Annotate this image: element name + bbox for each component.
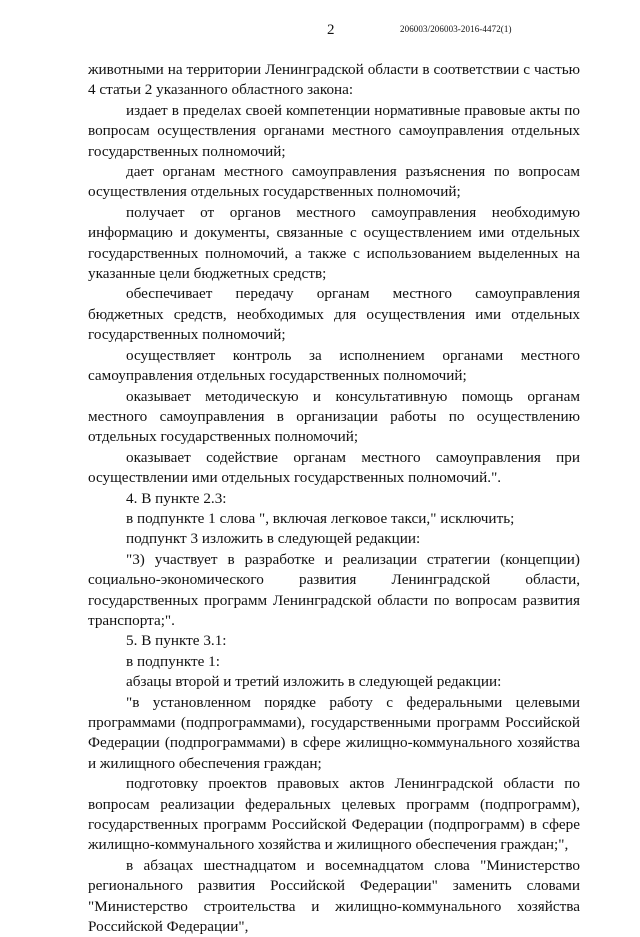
paragraph: в подпункте 1: [126, 652, 220, 670]
paragraph: издает в пределах своей компетенции нормативные правовые акты по вопросам осуществления органами местного самоуправления отдельных государственных полномочий; [88, 101, 580, 160]
paragraph: в подпункте 1 слова ", включая легковое такси," исключить; [126, 509, 515, 527]
paragraph: осуществляет контроль за исполнением органами местного самоуправления отдельных государственных полномочий; [88, 346, 580, 385]
body-text [88, 60, 580, 937]
paragraph: животными на территории Ленинградской области в соответствии с частью 4 статьи 2 указанного областного закона: [88, 61, 580, 99]
paragraph: подготовку проектов правовых актов Ленинградской области по вопросам реализации федеральных целевых программ (подпрограмм), государственных программ Российской Федерации (подпрограмм) в сфере жилищно-коммунального хозяйства и жилищного обеспечения граждан;", [88, 775, 580, 854]
paragraph: подпункт 3 изложить в следующей редакции: [126, 530, 421, 548]
paragraph: получает от органов местного самоуправления необходимую информацию и документы, связанные с осуществлением ими отдельных государственных полномочий, а также с использованием выделенных на указанные цели бюджетных средств; [88, 203, 580, 283]
paragraph: "3) участвует в разработке и реализации стратегии (концепции) социально-экономического развития Ленинградской области, государственных программ Ленинградской области по вопросам развития транспорта;". [88, 550, 580, 629]
paragraph: 4. В пункте 2.3: [126, 489, 227, 507]
paragraph: оказывает содействие органам местного самоуправления при осуществлении ими отдельных государственных полномочий.". [88, 448, 580, 487]
paragraph: обеспечивает передачу органам местного самоуправления бюджетных средств, необходимых для осуществления ими отдельных государственных полномочий; [88, 285, 580, 344]
document-code: 206003/206003-2016-4472(1) [400, 24, 512, 34]
paragraph: абзацы второй и третий изложить в следующей редакции: [126, 673, 502, 691]
paragraph: "в установленном порядке работу с федеральными целевыми программами (подпрограммами), государственными программ Российской Федерации (подпрограммами) в сфере жилищно-коммунального хозяйства и жилищного обеспечения граждан; [88, 693, 580, 772]
page-number: 2 [327, 22, 335, 38]
paragraph: в абзацах шестнадцатом и восемнадцатом слова "Министерство регионального развития Российской Федерации" заменить словами "Министерство строительства и жилищно-коммунального хозяйства Российской Федерации", [88, 856, 580, 936]
paragraph: 5. В пункте 3.1: [126, 632, 227, 650]
paragraph: дает органам местного самоуправления разъяснения по вопросам осуществления отдельных государственных полномочий; [88, 163, 580, 201]
paragraph: оказывает методическую и консультативную помощь органам местного самоуправления в организации работы по осуществлению отдельных государственных полномочий; [88, 387, 580, 446]
